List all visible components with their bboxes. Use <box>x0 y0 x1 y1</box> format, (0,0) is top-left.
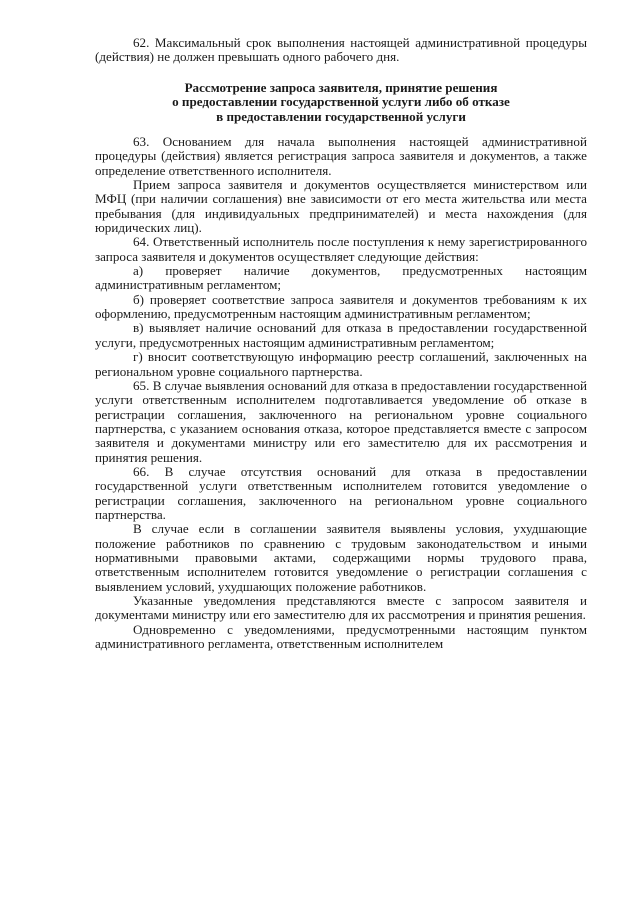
section-heading-line-2: о предоставлении государственной услуги либо об отказе <box>172 94 510 110</box>
paragraph-simultaneously: Одновременно с уведомлениями, предусмотренными настоящим пунктом административного регламента, ответственным исполнителем <box>95 621 587 652</box>
list-item-a: а) проверяет наличие документов, предусмотренных настоящим административным регламентом; <box>95 263 587 293</box>
section-heading <box>95 81 587 124</box>
paragraph-notifications: Указанные уведомления представляются вместе с запросом заявителя и документами министру или его заместителю для их рассмотрения и принятия решения. <box>95 593 587 623</box>
section-heading-line-3: в предоставлении государственной услуги <box>216 108 466 124</box>
body-text <box>95 135 587 651</box>
section-heading-line-1: Рассмотрение запроса заявителя, принятие решения <box>184 80 498 95</box>
paragraph-62: 62. Максимальный срок выполнения настоящей административной процедуры (действия) не должен превышать одного рабочего дня. <box>95 35 587 65</box>
paragraph-conditions: В случае если в соглашении заявителя выявлены условия, ухудшающие положение работников по сравнению с трудовым законодательством и иными нормативными правовыми актами, содержащими нормы трудового права, ответственным исполнителем готовится уведомление о регистрации соглашения с выявлением условий, ухудшающих положение работников. <box>95 521 587 594</box>
paragraph-64: 64. Ответственный исполнитель после поступления к нему зарегистрированного запроса заявителя и документов осуществляет следующие действия: <box>95 234 587 264</box>
paragraph-66: 66. В случае отсутствия оснований для отказа в предоставлении государственной услуги ответственным исполнителем готовится уведомление о регистрации соглашения, заключенного на региональном уровне социального партнерства. <box>95 463 587 522</box>
list-item-v: в) выявляет наличие оснований для отказа в предоставлении государственной услуги, предусмотренных настоящим административным регламентом; <box>95 320 587 350</box>
paragraph-63: 63. Основанием для начала выполнения настоящей административной процедуры (действия) является регистрация запроса заявителя и документов, а также определение ответственного исполнителя. <box>95 134 587 178</box>
paragraph-65: 65. В случае выявления оснований для отказа в предоставлении государственной услуги ответственным исполнителем подготавливается уведомление об отказе в регистрации соглашения, заключенного на региональном уровне социального партнерства, с указанием основания отказа, которое представляется вместе с запросом заявителя и документами министру или его заместителю для их рассмотрения и принятия решения. <box>95 377 587 465</box>
paragraph-reception: Прием запроса заявителя и документов осуществляется министерством или МФЦ (при наличии соглашения) вне зависимости от его места жительства или места пребывания (для индивидуальных предпринимателей) и места нахождения (для юридических лиц). <box>95 177 587 236</box>
top-paragraph-block <box>95 36 587 65</box>
list-item-g: г) вносит соответствующую информацию реестр соглашений, заключенных на региональном уровне социального партнерства. <box>95 349 587 379</box>
list-item-b: б) проверяет соответствие запроса заявителя и документов требованиям к их оформлению, предусмотренным настоящим административным регламентом; <box>95 291 587 322</box>
